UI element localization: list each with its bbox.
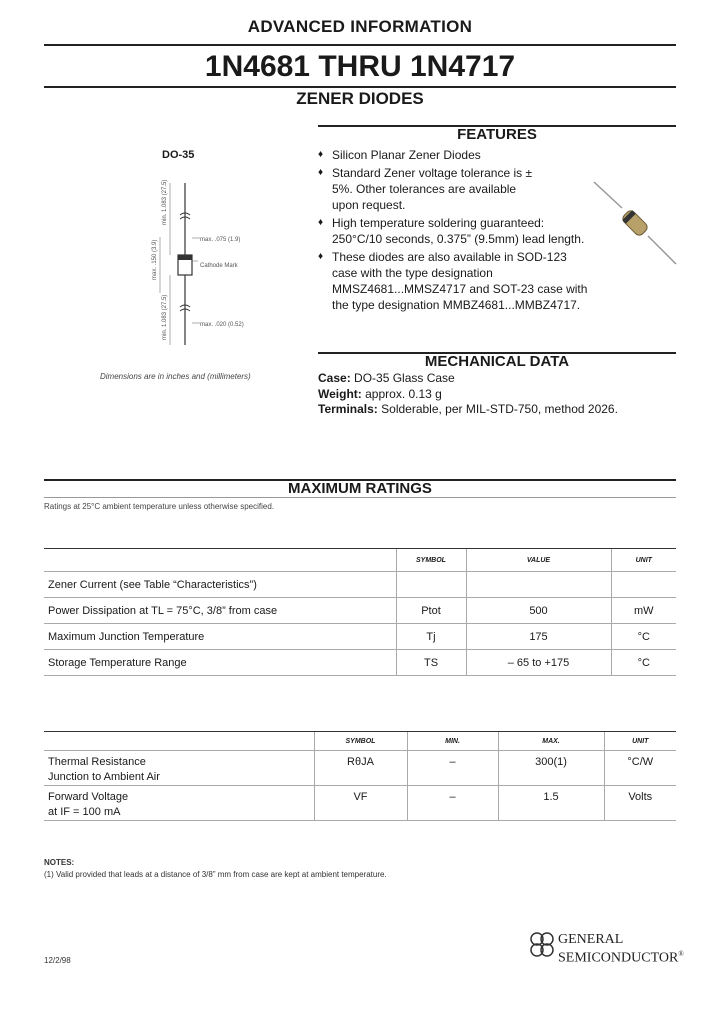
dimensions-note: Dimensions are in inches and (millimeters) [100,372,251,381]
page-title: 1N4681 THRU 1N4717 [204,50,516,83]
value-cell: – 65 to +175 [466,650,611,676]
col-header: UNIT [604,732,676,751]
param-cell: Storage Temperature Range [44,650,396,676]
page-subtitle: ZENER DIODES [296,89,424,108]
unit-cell: °C [611,650,676,676]
ratings-table [44,548,676,676]
unit-cell: Volts [604,786,676,821]
notes-heading: NOTES: [44,858,75,867]
weight-label: Weight: [318,386,362,401]
max-cell: 300(1) [498,751,604,786]
symbol-cell: TS [396,650,466,676]
mechanical-heading: MECHANICAL DATA [424,353,570,370]
terminals-label: Terminals: [318,402,378,416]
unit-cell: mW [611,598,676,624]
table-row [44,786,676,821]
value-cell [466,572,611,598]
param-line: at IF = 100 mA [48,806,121,818]
unit-cell: °C [611,624,676,650]
symbol-cell: VF [314,786,407,821]
advanced-information-heading: ADVANCED INFORMATION [247,17,473,36]
symbol-cell: RθJA [314,751,407,786]
symbol-cell: Ptot [396,598,466,624]
header-rule-middle [44,86,676,88]
table-row [44,751,676,786]
param-cell: Maximum Junction Temperature [44,624,396,650]
param-cell: Zener Current (see Table “Characteristics”) [44,572,396,598]
case-value: DO-35 Glass Case [354,371,455,385]
param-line: Forward Voltage [48,791,129,803]
table-header-row [44,732,676,751]
characteristics-table [44,731,676,821]
features-heading: FEATURES [457,126,537,143]
note-item: (1) Valid provided that leads at a distance of 3/8” mm from case are kept at ambient temperature. [44,870,387,879]
registered-mark: ® [678,950,684,958]
dim-lead-top: min. 1.083 (27.5) [162,179,168,225]
symbol-cell: Tj [396,624,466,650]
terminals-value: Solderable, per MIL-STD-750, method 2026. [381,402,618,416]
dim-lead-bottom: min. 1.083 (27.5) [162,294,168,340]
ratings-note: Ratings at 25°C ambient temperature unless otherwise specified. [44,502,274,511]
dim-lead-dia: max. .020 (0.52) [200,322,244,328]
brand-name [558,932,684,966]
brand-line2: SEMICONDUCTOR [558,950,679,966]
col-header: SYMBOL [314,732,407,751]
col-header: SYMBOL [396,549,466,572]
feature-item: ♦ Silicon Planar Zener Diodes [318,147,590,163]
feature-item: ♦ These diodes are also available in SOD-123 case with the type designation MMSZ4681...MMSZ4717 and SOT-23 case with the type designation MMBZ4681...MMBZ4717. [318,249,590,313]
col-header: UNIT [611,549,676,572]
value-cell: 500 [466,598,611,624]
table-row [44,624,676,650]
col-header: MIN. [407,732,498,751]
table-row [44,598,676,624]
dim-max-dia: max. .075 (1.9) [200,237,241,243]
min-cell: – [407,751,498,786]
weight-value: approx. 0.13 g [365,386,442,401]
unit-cell: °C/W [604,751,676,786]
dim-cathode-mark: Cathode Mark [200,263,238,269]
header-rule-top [44,44,676,46]
do35-outline-drawing [130,165,270,350]
document-date: 12/2/98 [44,956,71,965]
col-header: VALUE [466,549,611,572]
notes-block [44,857,387,881]
col-header: MAX. [498,732,604,751]
param-line: Junction to Ambient Air [48,771,160,783]
features-list [318,147,590,315]
value-cell: 175 [466,624,611,650]
symbol-cell [396,572,466,598]
max-cell: 1.5 [498,786,604,821]
table-header-row [44,549,676,572]
ratings-heading: MAXIMUM RATINGS [288,480,432,497]
mechanical-data [318,371,708,418]
param-cell: Power Dissipation at TL = 75°C, 3/8” from case [44,598,396,624]
brand-line1: GENERAL [558,932,624,947]
general-semiconductor-logo-icon [528,930,556,960]
unit-cell [611,572,676,598]
feature-item: ♦ Standard Zener voltage tolerance is ± 5%. Other tolerances are available upon request. [318,165,542,213]
diode-photo-illustration [592,180,678,266]
package-label: DO-35 [162,149,195,161]
feature-item: ♦ High temperature soldering guaranteed: 250°C/10 seconds, 0.375” (9.5mm) lead length. [318,215,590,247]
ratings-rule-thin [44,497,676,498]
min-cell: – [407,786,498,821]
param-line: Thermal Resistance [48,756,146,768]
table-row [44,572,676,598]
table-row [44,650,676,676]
case-label: Case: [318,371,351,385]
dim-body: max. .150 (3.9) [152,239,158,280]
